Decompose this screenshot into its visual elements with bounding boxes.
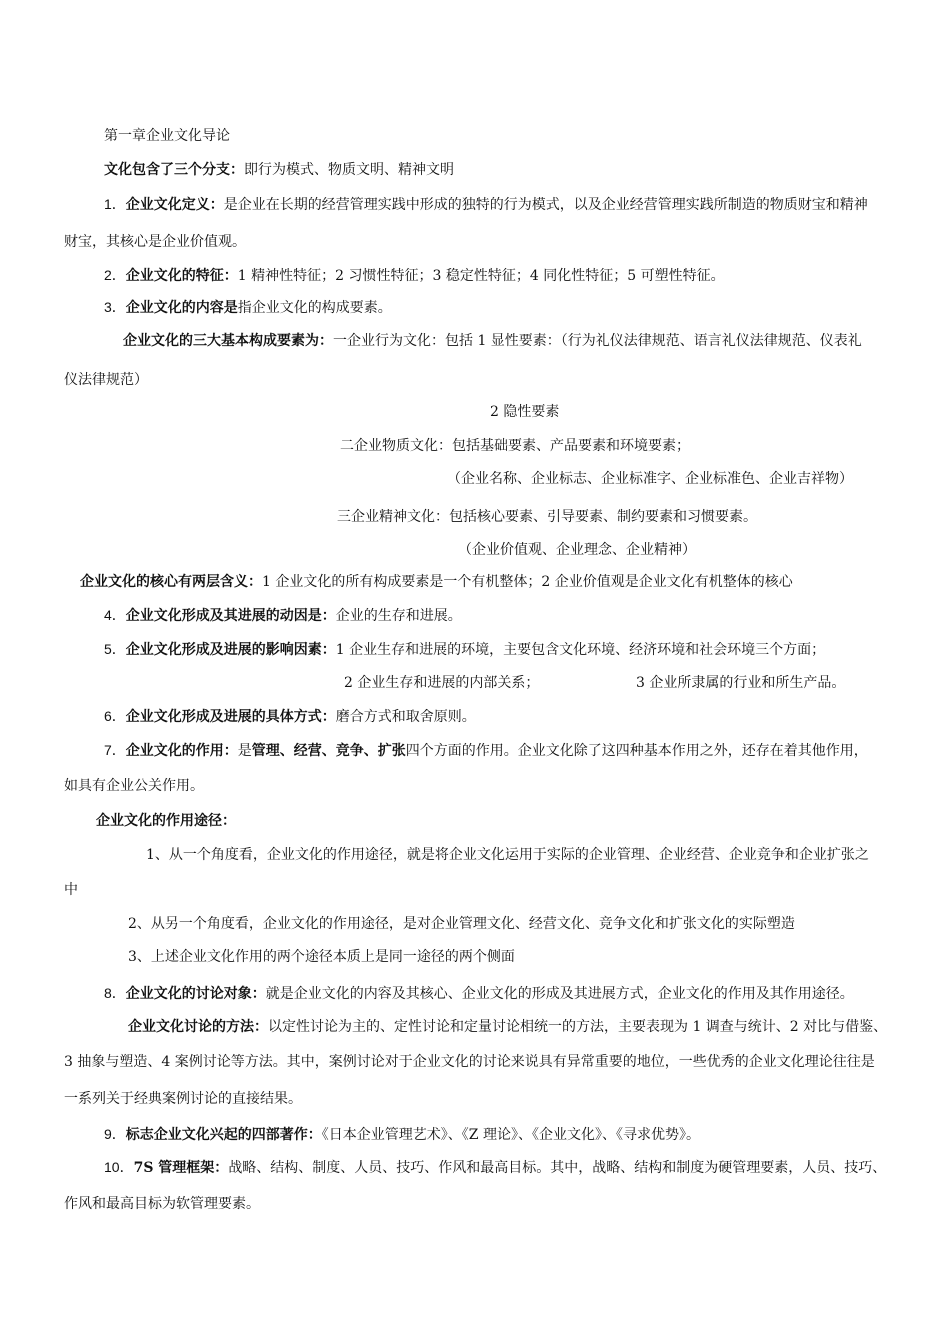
section-9-text: 《日本企业管理艺术》、《Z 理论》、《企业文化》、《寻求优势》。: [321, 1127, 700, 1143]
section-4-number: 4．: [104, 607, 126, 623]
section-7: [104, 740, 868, 761]
elements-material: 二企业物质文化：包括基础要素、产品要素和环境要素；: [340, 438, 690, 454]
section-6-heading: 企业文化形成及进展的具体方式：: [125, 709, 336, 725]
section-9-heading: 标志企业文化兴起的四部著作：: [125, 1127, 322, 1143]
section-3-heading: 企业文化的内容是: [125, 300, 238, 316]
section-5-item-2: 2 企业生存和进展的内部关系；: [344, 675, 540, 691]
section-5-heading: 企业文化形成及进展的影响因素：: [125, 642, 336, 658]
method-continuation-1: 3 抽象与塑造、4 案例讨论等方法。其中，案例讨论对于企业文化的讨论来说具有异常重要的地位，一些优秀的企业文化理论往往是: [64, 1054, 875, 1070]
core-text: 1 企业文化的所有构成要素是一个有机整体；2 企业价值观是企业文化有机整体的核心: [262, 574, 793, 590]
elements-continuation: 仪法律规范）: [64, 372, 148, 388]
section-7-emphasis: 管理、经营、竞争、扩张: [251, 743, 406, 759]
chapter-title: 第一章企业文化导论: [104, 128, 230, 144]
section-8: [104, 983, 854, 1004]
elements-hidden: 2 隐性要素: [490, 404, 560, 420]
section-3-text: 指企业文化的构成要素。: [237, 300, 392, 316]
section-7-heading: 企业文化的作用：: [125, 743, 238, 759]
section-6-text: 磨合方式和取舍原则。: [335, 709, 476, 725]
section-2: [104, 265, 725, 286]
section-4: [104, 605, 462, 626]
section-7-text-a: 是: [237, 743, 252, 759]
section-8-text: 就是企业文化的内容及其核心、企业文化的形成及其进展方式，企业文化的作用及其作用途径。: [265, 986, 854, 1002]
section-9: [104, 1124, 700, 1145]
method-heading: 企业文化讨论的方法：: [128, 1019, 268, 1035]
section-8-number: 8．: [104, 985, 126, 1001]
paragraph-elements: [123, 331, 862, 351]
path-item-2: 2、从另一个角度看，企业文化的作用途径，是对企业管理文化、经营文化、竞争文化和扩张文化的实际塑造: [128, 916, 795, 932]
elements-spirit-examples: （企业价值观、企业理念、企业精神）: [458, 542, 696, 558]
section-1-continuation: 财宝，其核心是企业价值观。: [64, 234, 246, 250]
section-7-number: 7．: [104, 742, 126, 758]
section-1-text: 是企业在长期的经营管理实践中形成的独特的行为模式，以及企业经营管理实践所制造的物质财宝和精神: [223, 197, 868, 213]
paragraph-core: [80, 572, 793, 592]
section-2-heading: 企业文化的特征：: [125, 268, 238, 284]
elements-material-examples: （企业名称、企业标志、企业标准字、企业标准色、企业吉祥物）: [447, 471, 853, 487]
section-5-number: 5．: [104, 641, 126, 657]
section-4-heading: 企业文化形成及其进展的动因是：: [125, 608, 336, 624]
section-2-number: 2．: [104, 267, 126, 283]
section-3: [104, 297, 392, 318]
method-continuation-2: 一系列关于经典案例讨论的直接结果。: [64, 1091, 302, 1107]
section-1-heading: 企业文化定义：: [125, 197, 224, 213]
elements-spirit: 三企业精神文化：包括核心要素、引导要素、制约要素和习惯要素。: [337, 509, 757, 525]
elements-heading: 企业文化的三大基本构成要素为：: [123, 333, 333, 349]
section-4-text: 企业的生存和进展。: [335, 608, 462, 624]
section-1: [104, 194, 868, 215]
path-item-1: 1、从一个角度看，企业文化的作用途径，就是将企业文化运用于实际的企业管理、企业经营、企业竞争和企业扩张之: [146, 847, 869, 863]
method-text: 以定性讨论为主的、定性讨论和定量讨论相统一的方法，主要表现为 1 调查与统计、2 对比与借鉴、: [268, 1019, 888, 1035]
heading-branches: 文化包含了三个分支：: [104, 162, 244, 178]
section-6: [104, 706, 476, 727]
section-7-text-b: 四个方面的作用。企业文化除了这四种基本作用之外，还存在着其他作用，: [405, 743, 868, 759]
path-item-3: 3、上述企业文化作用的两个途径本质上是同一途径的两个侧面: [128, 949, 515, 965]
section-5-text: 1 企业生存和进展的环境，主要包含文化环境、经济环境和社会环境三个方面；: [335, 642, 826, 658]
core-heading: 企业文化的核心有两层含义：: [80, 574, 262, 590]
section-7-continuation: 如具有企业公关作用。: [64, 778, 204, 794]
section-8-heading: 企业文化的讨论对象：: [125, 986, 266, 1002]
elements-text: 一企业行为文化：包括 1 显性要素：（行为礼仪法律规范、语言礼仪法律规范、仪表礼: [333, 333, 862, 349]
path-heading: 企业文化的作用途径：: [96, 813, 236, 829]
path-item-1-continuation: 中: [64, 882, 78, 898]
section-1-number: 1．: [104, 196, 126, 212]
section-5-item-3: 3 企业所隶属的行业和所生产品。: [636, 675, 846, 691]
section-10-number: 10．: [104, 1159, 134, 1175]
section-2-text: 1 精神性特征；2 习惯性特征；3 稳定性特征；4 同化性特征；5 可塑性特征。: [237, 268, 725, 284]
paragraph-branches: [104, 160, 454, 180]
section-5: [104, 639, 825, 660]
paragraph-method: [128, 1017, 887, 1037]
section-10-text: 战略、结构、制度、人员、技巧、作风和最高目标。其中，战略、结构和制度为硬管理要素，人员、技巧、: [228, 1160, 887, 1176]
section-10: [104, 1157, 886, 1178]
section-9-number: 9．: [104, 1126, 126, 1142]
text-branches: 即行为模式、物质文明、精神文明: [244, 162, 454, 178]
section-3-number: 3．: [104, 299, 126, 315]
section-10-continuation: 作风和最高目标为软管理要素。: [64, 1196, 260, 1212]
section-10-heading: 7S 管理框架：: [133, 1160, 229, 1176]
section-6-number: 6．: [104, 708, 126, 724]
